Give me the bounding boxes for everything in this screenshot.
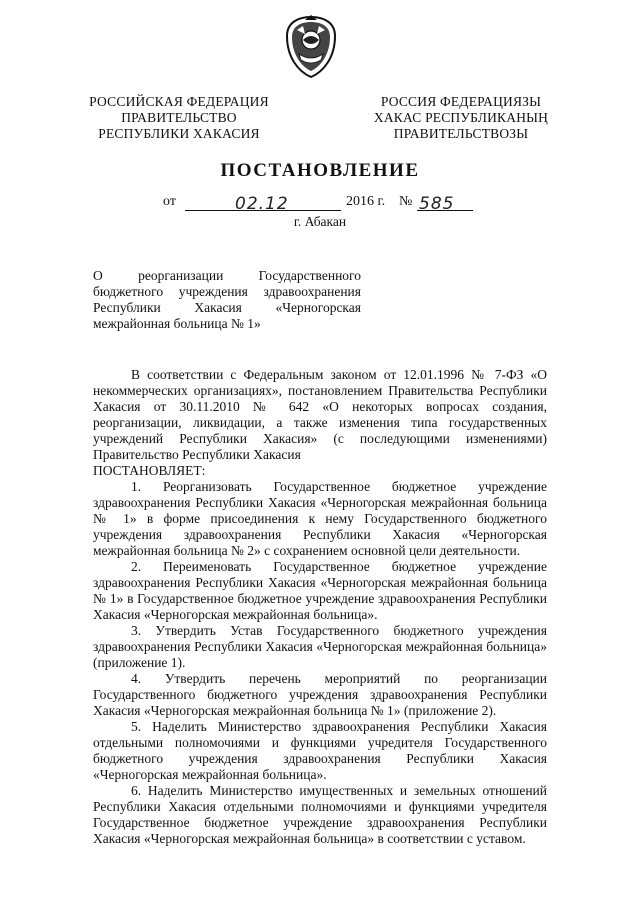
preamble-paragraph: В соответствии с Федеральным законом от 12.01.1996 № 7-ФЗ «О некоммерческих организациях», постановлением Правительства Республики Хакасия от 30.11.2010 № 642 «О некоторых вопросах создания, реорганизации, ликвидации, а также изменения типа государственных учреждений Республики Хакасия» (с последующими изменениями) Правительство Республики Хакасия <box>93 367 547 462</box>
item-paragraph: 3. Утвердить Устав Государственного бюджетного учреждения здравоохранения Республики Хакасия «Черногорская межрайонная больница» (приложение 1). <box>93 623 547 670</box>
header-left-line: РОССИЙСКАЯ ФЕДЕРАЦИЯ <box>89 94 269 109</box>
subject-block: О реорганизации Государственного бюджетного учреждения здравоохранения Республики Хакасия «Черногорская межрайонная больница № 1» <box>93 268 361 331</box>
header-right-block <box>366 94 556 142</box>
header-right-line: ХАКАС РЕСПУБЛИКАНЫҢ <box>373 110 549 125</box>
coat-of-arms-icon <box>283 14 339 80</box>
year-text: 2016 г. <box>346 194 386 209</box>
item-paragraph: 1. Реорганизовать Государственное бюджетное учреждение здравоохранения Республики Хакасия «Черногорская межрайонная больница № 1» в форме присоединения к нему Государственного бюджетного учреждения здравоохранения Республики Хакасия «Черногорская межрайонная больница № 2» с сохранением основной цели деятельности. <box>93 479 547 558</box>
item-paragraph: 4. Утвердить перечень мероприятий по реорганизации Государственного бюджетного учреждения здравоохранения Республики Хакасия «Черногорская межрайонная больница № 1» (приложение 2). <box>93 671 547 718</box>
decree-word: ПОСТАНОВЛЯЕТ: <box>93 463 206 478</box>
header-left-line: РЕСПУБЛИКИ ХАКАСИЯ <box>98 126 260 141</box>
number-underline <box>417 194 473 214</box>
header-right-line: РОССИЯ ФЕДЕРАЦИЯЗЫ <box>380 94 542 109</box>
document-title: ПОСТАНОВЛЕНИЕ <box>220 160 420 181</box>
body-text <box>93 367 547 847</box>
date-prefix: от <box>163 194 176 209</box>
date-number-line <box>163 194 483 212</box>
city-label: г. Абакан <box>293 214 347 229</box>
handwritten-date: 02.12 <box>235 194 289 214</box>
date-underline <box>185 194 341 214</box>
number-sign: № <box>399 194 413 209</box>
header-right-line: ПРАВИТЕЛЬСТВОЗЫ <box>393 126 529 141</box>
item-paragraph: 2. Переименовать Государственное бюджетное учреждение здравоохранения Республики Хакасия «Черногорская межрайонная больница № 1» в Государственное бюджетное учреждение здравоохранения Республики Хакасия «Черногорская межрайонная больница». <box>93 559 547 622</box>
handwritten-number: 585 <box>419 194 455 214</box>
header-left-line: ПРАВИТЕЛЬСТВО <box>121 110 237 125</box>
item-paragraph: 5. Наделить Министерство здравоохранения Республики Хакасия отдельными полномочиями и функциями учредителя Государственного бюджетного учреждения здравоохранения Республики Хакасия «Черногорская межрайонная больница». <box>93 719 547 782</box>
header-left-block <box>86 94 272 142</box>
item-paragraph: 6. Наделить Министерство имущественных и земельных отношений Республики Хакасия отдельными полномочиями и функциями учредителя Государственное бюджетное учреждение здравоохранения Республики Хакасия «Черногорская межрайонная больница» в соответствии с уставом. <box>93 783 547 846</box>
